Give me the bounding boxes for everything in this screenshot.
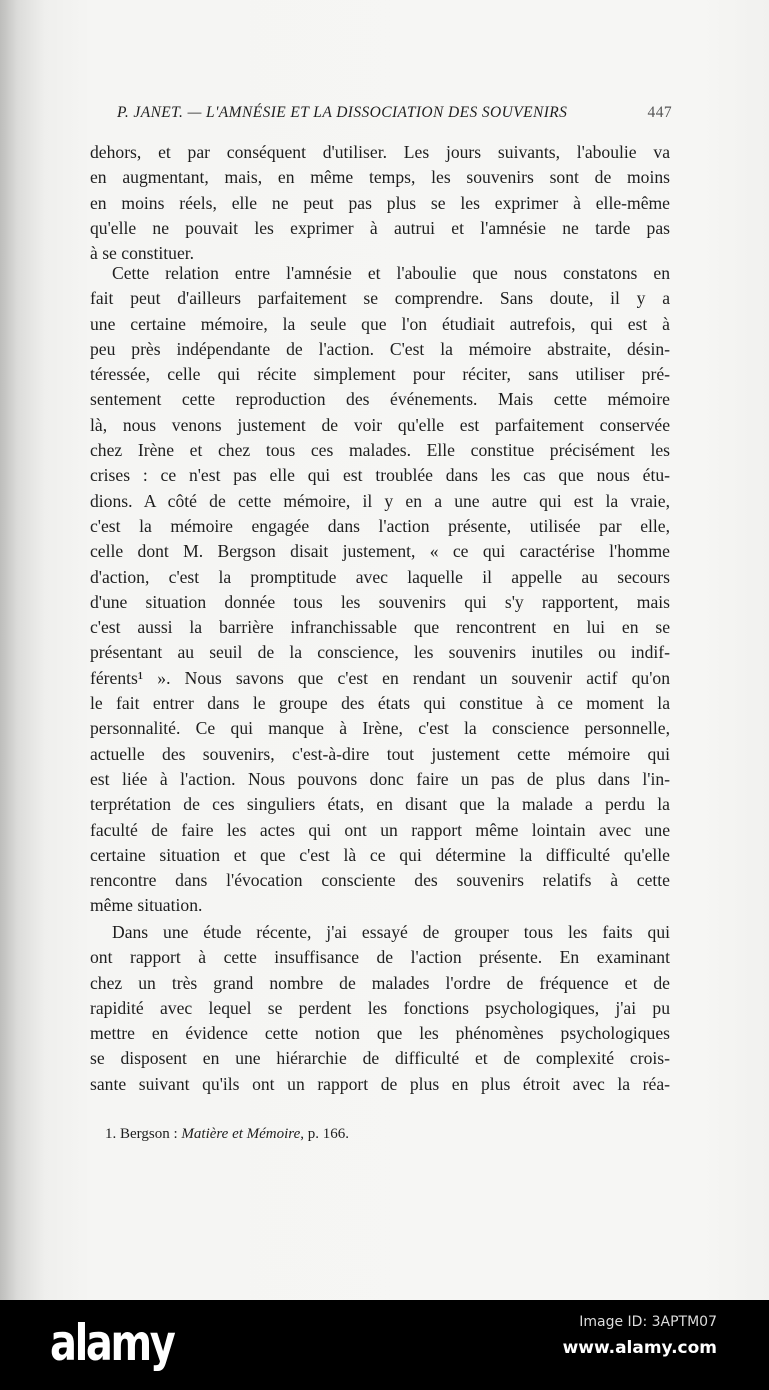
paragraph-hierarchy xyxy=(90,920,670,1097)
text-line: le fait entrer dans le groupe des états qui constitue à ce moment la xyxy=(90,693,670,714)
text-line: présentant au seuil de la conscience, les souvenirs inutiles ou indif- xyxy=(90,642,670,663)
page-number: 447 xyxy=(647,104,672,121)
footnote-page: , p. 166. xyxy=(300,1126,349,1142)
watermark-bar xyxy=(0,1300,769,1390)
text-line: à se constituer. xyxy=(90,243,195,264)
running-title: P. JANET. — L'AMNÉSIE ET LA DISSOCIATION DES SOUVENIRS xyxy=(117,104,568,121)
text-line: certaine situation et que c'est là ce qui détermine la difficulté qu'elle xyxy=(90,844,670,865)
text-line: une certaine mémoire, la seule que l'on étudiait autrefois, qui est à xyxy=(90,313,670,334)
text-line: actuelle des souvenirs, c'est-à-dire tout justement cette mémoire qui xyxy=(90,743,670,764)
text-line: férents¹ ». Nous savons que c'est en rendant un souvenir actif qu'on xyxy=(90,667,670,688)
text-line: est liée à l'action. Nous pouvons donc faire un pas de plus dans l'in- xyxy=(90,768,670,789)
text-line: chez un très grand nombre de malades l'ordre de fréquence et de xyxy=(90,972,670,993)
text-line: c'est aussi la barrière infranchissable que rencontrent en lui en se xyxy=(90,617,670,638)
text-line: dions. A côté de cette mémoire, il y en a une autre qui est la vraie, xyxy=(90,490,670,511)
text-line: rapidité avec lequel se perdent les fonctions psychologiques, j'ai pu xyxy=(90,997,670,1018)
text-line: sentement cette reproduction des événements. Mais cette mémoire xyxy=(90,389,670,410)
footnote-title: Matière et Mémoire xyxy=(181,1126,301,1142)
text-line: chez Irène et chez tous ces malades. Elle constitue précisément les xyxy=(90,440,670,461)
image-id: Image ID: 3APTM07 xyxy=(579,1314,717,1330)
text-line: faculté de faire les actes qui ont un rapport même lointain avec une xyxy=(90,819,670,840)
text-line: personnalité. Ce qui manque à Irène, c'est la conscience personnelle, xyxy=(90,718,670,739)
text-line: ont rapport à cette insuffisance de l'action présente. En examinant xyxy=(90,947,670,968)
text-line: qu'elle ne pouvait les exprimer à autrui et l'amnésie ne tarde pas xyxy=(90,217,670,238)
text-line: sante suivant qu'ils ont un rapport de plus en plus étroit avec la réa- xyxy=(90,1073,670,1094)
text-line: celle dont M. Bergson disait justement, « ce qui caractérise l'homme xyxy=(90,541,670,562)
text-line: c'est la mémoire engagée dans l'action présente, utilisée par elle, xyxy=(90,515,670,536)
text-line: terprétation de ces singuliers états, en disant que la malade a perdu la xyxy=(90,794,670,815)
footnote xyxy=(105,1126,349,1143)
text-line: fait peut d'ailleurs parfaitement se comprendre. Sans doute, il y a xyxy=(90,288,670,309)
text-line: en augmentant, mais, en même temps, les souvenirs sont de moins xyxy=(90,167,670,188)
text-line: mettre en évidence cette notion que les phénomènes psychologiques xyxy=(90,1023,670,1044)
text-line: Cette relation entre l'amnésie et l'aboulie que nous constatons en xyxy=(112,263,670,283)
text-line: dehors, et par conséquent d'utiliser. Les jours suivants, l'aboulie va xyxy=(90,142,670,162)
text-line: rencontre dans l'évocation consciente des souvenirs relatifs à cette xyxy=(90,870,670,891)
footnote-marker: 1. Bergson : xyxy=(105,1126,182,1142)
text-line: peu près indépendante de l'action. C'est la mémoire abstraite, désin- xyxy=(90,338,670,359)
text-line: téressée, celle qui récite simplement pour réciter, sans utiliser pré- xyxy=(90,364,670,385)
text-line: Dans une étude récente, j'ai essayé de grouper tous les faits qui xyxy=(112,922,670,942)
text-line: crises : ce n'est pas elle qui est troublée dans les cas que nous étu- xyxy=(90,465,670,486)
text-line: d'action, c'est la promptitude avec laquelle il appelle au secours xyxy=(90,566,670,587)
paragraph-memory-aboulia xyxy=(90,261,670,919)
text-line: en moins réels, elle ne peut pas plus se les exprimer à elle-même xyxy=(90,192,670,213)
text-line: même situation. xyxy=(90,895,203,916)
paragraph-continuation xyxy=(90,140,670,266)
text-line: d'une situation donnée tous les souvenirs qui s'y rapportent, mais xyxy=(90,591,670,612)
text-line: là, nous venons justement de voir qu'elle est parfaitement conservée xyxy=(90,414,670,435)
alamy-logo: alamy xyxy=(50,1314,174,1372)
running-header xyxy=(117,104,672,122)
site-url: www.alamy.com xyxy=(562,1338,717,1358)
text-line: se disposent en une hiérarchie de difficulté et de complexité crois- xyxy=(90,1048,670,1069)
